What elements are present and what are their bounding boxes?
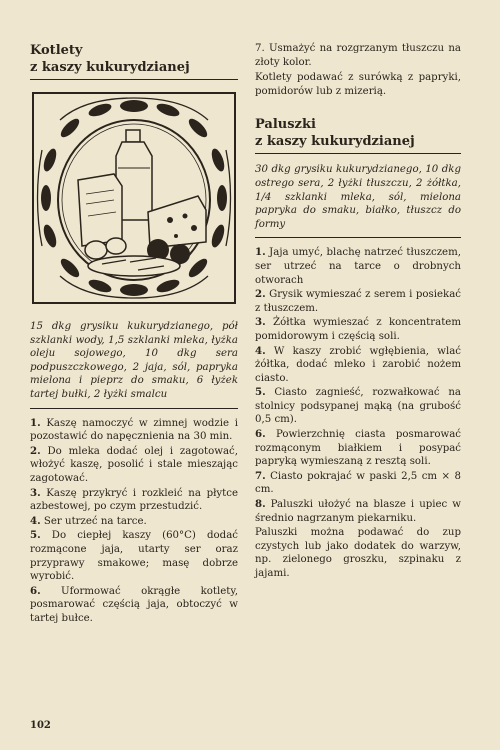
step-text: Ciasto pokrajać w paski 2,5 cm × 8 cm.	[255, 470, 461, 496]
step-number: 8.	[255, 498, 266, 511]
step-number: 2.	[255, 288, 266, 301]
left-column	[30, 42, 238, 626]
recipe-title-kotlety	[30, 42, 238, 80]
step-text: Jaja umyć, blachę natrzeć tłuszczem, ser utrzeć na tarce o drobnych otworach	[255, 247, 461, 286]
title-line-1: Kotlety	[30, 43, 83, 58]
step-number: 1.	[255, 246, 266, 259]
step	[30, 585, 238, 626]
title-line-1: Paluszki	[255, 117, 316, 133]
continuation-kotlety	[255, 42, 461, 98]
step-text: Kaszę przykryć i rozkleić na płytce azbestowej, po czym przestudzić.	[30, 487, 238, 513]
step-number: 2.	[30, 444, 41, 457]
step-number: 4.	[30, 514, 41, 527]
serving-note: Paluszki można podawać do zup czystych lub jako dodatek do warzyw, np. zielonego groszku, szpinaku z jajami.	[255, 527, 461, 579]
step-number: 1.	[30, 416, 41, 429]
divider	[30, 408, 238, 409]
step-text: Paluszki ułożyć na blasze i upiec w średnio nagrzanym piekarniku.	[255, 499, 461, 524]
step-number: 4.	[255, 344, 266, 357]
serving-note: Kotlety podawać z surówką z papryki, pomidorów lub z mizerią.	[255, 72, 461, 97]
step-text: Ser utrzeć na tarce.	[43, 515, 147, 527]
step	[255, 316, 461, 343]
food-illustration	[30, 90, 238, 306]
step	[255, 386, 461, 427]
step-text: Do mleka dodać olej i zagotować, włożyć kaszę, posolić i stale mieszając zagotować.	[30, 445, 238, 484]
step	[30, 487, 238, 514]
page-number: 102	[30, 720, 51, 731]
right-column	[255, 42, 461, 582]
divider	[255, 237, 461, 238]
step-number: 5.	[255, 386, 266, 399]
step	[30, 515, 238, 529]
step-text: Do ciepłej kaszy (60°C) dodać rozmącone jaja, utarty ser oraz przyprawy smakowe; masę dobrze wyrobić.	[30, 530, 238, 583]
recipe-title-paluszki	[255, 116, 461, 154]
step-text: Powierzchnię ciasta posmarować rozmąconym białkiem i posypać papryką wymieszaną z resztą soli.	[255, 429, 461, 468]
step	[255, 246, 461, 287]
step	[255, 428, 461, 469]
step-number: 3.	[255, 316, 266, 329]
step-number: 5.	[30, 529, 41, 542]
step	[30, 529, 238, 583]
steps-paluszki	[255, 246, 461, 580]
step	[30, 445, 238, 486]
step-number: 6.	[255, 428, 266, 441]
ingredients-kotlety: 15 dkg grysiku kukurydzianego, pół szklanki wody, 1,5 szklanki mleka, łyżka oleju sojowego, 10 dkg sera podpuszczkowego, 2 jaja, sól, papryka mielona i pieprz do smaku, 6 łyżek tartej bułki, 2 łyżki smalcu	[30, 321, 238, 400]
step	[255, 345, 461, 386]
step-number: 7.	[255, 469, 266, 482]
step	[255, 470, 461, 497]
step	[255, 498, 461, 525]
title-line-2: z kaszy kukurydzianej	[255, 134, 415, 150]
step-text: Kaszę namoczyć w zimnej wodzie i pozostawić do napęcznienia na 30 min.	[30, 417, 238, 443]
step-text: Grysik wymieszać z serem i posiekać z tłuszczem.	[255, 289, 461, 314]
steps-kotlety	[30, 417, 238, 626]
step	[255, 288, 461, 315]
step-number: 6.	[30, 584, 41, 597]
step-text: W kaszy zrobić wgłębienia, wlać żółtka, dodać mleko i zarobić nożem ciasto.	[255, 345, 461, 384]
step-text: Żółtka wymieszać z koncentratem pomidorowym i częścią soli.	[255, 317, 461, 342]
step-text: Uformować okrągłe kotlety, posmarować częścią jaja, obtoczyć w tartej bułce.	[30, 585, 238, 624]
ingredients-paluszki: 30 dkg grysiku kukurydzianego, 10 dkg ostrego sera, 2 łyżki tłuszczu, 2 żółtka, 1/4 szklanki mleka, sól, mielona papryka do smaku, białko, tłuszcz do formy	[255, 164, 461, 230]
step-number: 3.	[30, 486, 41, 499]
title-line-2: z kaszy kukurydzianej	[30, 60, 190, 75]
continuation-step: 7. Usmażyć na rozgrzanym tłuszczu na złoty kolor.	[255, 43, 461, 68]
step-text: Ciasto zagnieść, rozwałkować na stolnicy podsypanej mąką (na grubość 0,5 cm).	[255, 387, 461, 426]
step	[30, 417, 238, 444]
